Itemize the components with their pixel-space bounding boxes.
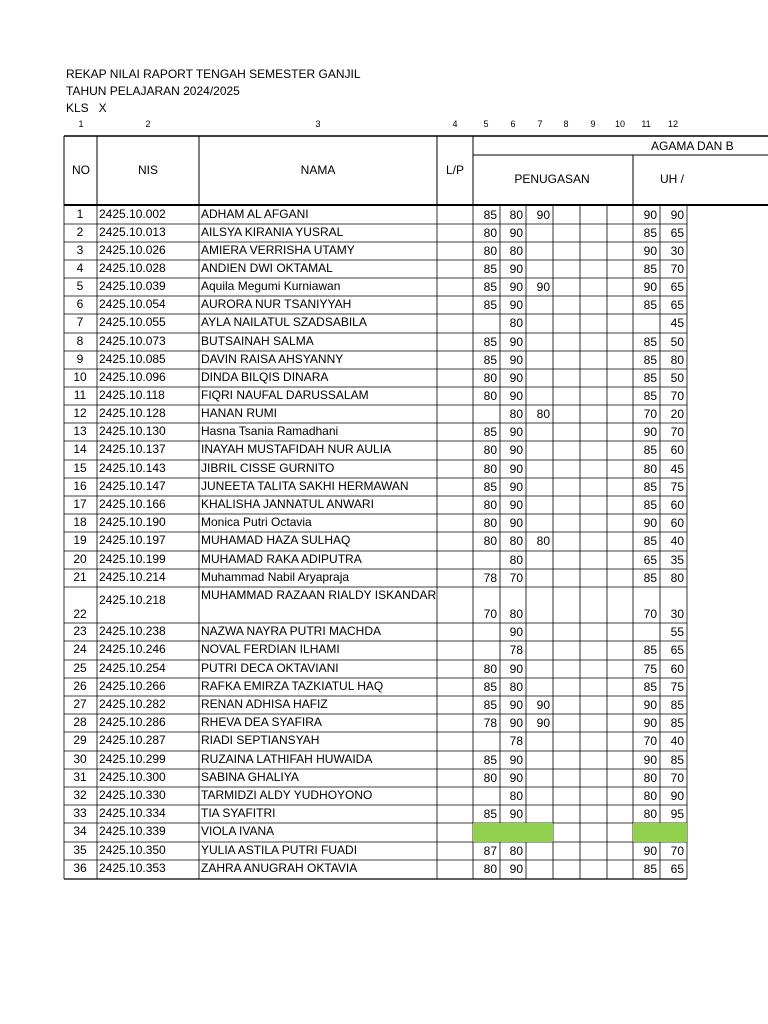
row-number: 22 [73,607,87,621]
score-u1: 90 [643,280,657,294]
score-u2: 85 [670,698,684,712]
student-name: JUNEETA TALITA SAKHI HERMAWAN [201,479,409,493]
student-name: TIA SYAFITRI [201,806,276,820]
score-p3: 80 [536,534,550,548]
score-p2: 90 [509,698,523,712]
student-name: MUHAMMAD RAZAAN RIALDY ISKANDAR [201,588,437,602]
student-name: Aquila Megumi Kurniawan [201,279,341,293]
column-number: 11 [641,119,651,129]
row-number: 16 [73,479,87,493]
row-number: 2 [76,225,84,239]
score-u1: 70 [643,407,657,421]
row-number: 17 [73,497,87,511]
student-nis: 2425.10.054 [99,297,166,311]
student-nis: 2425.10.128 [99,406,166,420]
score-p2: 90 [509,807,523,821]
score-u2: 75 [670,480,684,494]
score-p2: 90 [509,298,523,312]
student-nis: 2425.10.166 [99,497,166,511]
student-name: RUZAINA LATHIFAH HUWAIDA [201,752,373,766]
row-number: 29 [73,733,87,747]
score-u1: 90 [643,208,657,222]
score-u1: 85 [643,371,657,385]
student-nis: 2425.10.330 [99,788,166,802]
score-p2: 80 [509,316,523,330]
student-name: HANAN RUMI [201,406,278,420]
student-nis: 2425.10.002 [99,207,166,221]
column-number: 3 [315,119,321,129]
column-number: 7 [537,119,543,129]
score-p1: 85 [483,807,497,821]
score-u1: 90 [643,844,657,858]
student-name: Monica Putri Octavia [201,515,312,529]
score-p1: 85 [483,698,497,712]
score-p1: 87 [483,844,497,858]
row-number: 8 [76,334,84,348]
student-nis: 2425.10.286 [99,715,166,729]
score-u2: 75 [670,680,684,694]
score-u2: 70 [670,389,684,403]
row-number: 6 [76,297,84,311]
score-p2: 80 [509,553,523,567]
score-p2: 90 [509,226,523,240]
score-p2: 80 [509,244,523,258]
column-number: 2 [145,119,151,129]
student-name: SABINA GHALIYA [201,770,299,784]
student-name: AMIERA VERRISHA UTAMY [201,243,355,257]
score-p3: 90 [536,716,550,730]
column-number: 12 [667,119,679,129]
score-p1: 80 [483,516,497,530]
score-p2: 90 [509,753,523,767]
column-number: 10 [614,119,626,129]
score-p1: 70 [483,607,497,621]
score-u1: 90 [643,516,657,530]
score-p1: 78 [483,571,497,585]
score-u2: 35 [670,553,684,567]
student-name: Hasna Tsania Ramadhani [201,424,339,438]
score-u2: 40 [670,534,684,548]
score-p1: 80 [483,771,497,785]
score-p2: 70 [509,571,523,585]
score-p1: 78 [483,716,497,730]
score-p1: 80 [483,498,497,512]
student-name: NAZWA NAYRA PUTRI MACHDA [201,624,382,638]
score-p2: 90 [509,716,523,730]
student-name: ANDIEN DWI OKTAMAL [201,261,333,275]
score-u2: 65 [670,862,684,876]
score-p2: 90 [509,371,523,385]
student-name: NOVAL FERDIAN ILHAMI [201,642,340,656]
score-p1: 85 [483,335,497,349]
score-p1: 85 [483,353,497,367]
student-name: TARMIDZI ALDY YUDHOYONO [201,788,373,802]
student-name: KHALISHA JANNATUL ANWARI [201,497,374,511]
score-u1: 70 [643,607,657,621]
row-number: 23 [73,624,87,638]
student-nis: 2425.10.339 [99,824,166,838]
student-nis: 2425.10.147 [99,479,166,493]
score-u1: 85 [643,643,657,657]
student-name: DINDA BILQIS DINARA [201,370,329,384]
student-name: MUHAMAD RAKA ADIPUTRA [201,552,362,566]
student-nis: 2425.10.085 [99,352,166,366]
score-u1: 85 [643,389,657,403]
student-name: BUTSAINAH SALMA [201,334,314,348]
student-nis: 2425.10.013 [99,225,166,239]
row-number: 15 [73,461,87,475]
student-nis: 2425.10.334 [99,806,166,820]
score-p2: 90 [509,425,523,439]
score-p2: 80 [509,680,523,694]
student-nis: 2425.10.118 [99,388,165,402]
row-number: 3 [76,243,84,257]
score-u2: 50 [670,371,684,385]
score-p2: 80 [509,607,523,621]
student-nis: 2425.10.143 [99,461,166,475]
score-p2: 80 [509,844,523,858]
score-u2: 55 [670,625,684,639]
student-nis: 2425.10.300 [99,770,166,784]
column-number: 5 [483,119,489,129]
score-u2: 70 [670,844,684,858]
row-number: 7 [76,315,84,329]
row-number: 32 [73,788,87,802]
row-number: 5 [76,279,84,293]
score-p2: 80 [509,534,523,548]
score-u1: 85 [643,571,657,585]
student-name: YULIA ASTILA PUTRI FUADI [201,843,358,857]
score-p2: 90 [509,389,523,403]
score-p1: 85 [483,208,497,222]
score-p1: 85 [483,298,497,312]
score-u2: 65 [670,643,684,657]
student-name: FIQRI NAUFAL DARUSSALAM [201,388,369,402]
student-nis: 2425.10.246 [99,642,166,656]
header-uh: UH / [660,172,684,186]
score-p1: 80 [483,443,497,457]
row-number: 10 [73,370,87,384]
score-u1: 85 [643,226,657,240]
highlighted-cell [473,823,553,842]
column-number: 9 [590,119,596,129]
score-u2: 50 [670,335,684,349]
student-name: RHEVA DEA SYAFIRA [201,715,322,729]
score-u1: 90 [643,698,657,712]
score-p2: 90 [509,625,523,639]
score-u2: 60 [670,662,684,676]
score-u2: 60 [670,498,684,512]
class-label: KLS X [66,101,107,115]
score-p3: 90 [536,698,550,712]
score-u2: 95 [670,807,684,821]
student-name: JIBRIL CISSE GURNITO [201,461,335,475]
column-number: 4 [452,119,458,129]
row-number: 12 [73,406,87,420]
score-u2: 70 [670,262,684,276]
score-u1: 80 [643,462,657,476]
score-u2: 30 [670,607,684,621]
student-nis: 2425.10.353 [99,861,166,875]
row-number: 21 [73,570,87,584]
score-p2: 90 [509,335,523,349]
score-p1: 85 [483,680,497,694]
score-u2: 85 [670,753,684,767]
score-u2: 70 [670,425,684,439]
academic-year: TAHUN PELAJARAN 2024/2025 [66,84,240,98]
student-name: MUHAMAD HAZA SULHAQ [201,533,351,547]
row-number: 24 [73,642,87,656]
score-p2: 80 [509,789,523,803]
score-p2: 80 [509,208,523,222]
score-p2: 90 [509,353,523,367]
score-p3: 90 [536,208,550,222]
student-nis: 2425.10.299 [99,752,166,766]
student-nis: 2425.10.254 [99,661,166,675]
score-p2: 90 [509,862,523,876]
row-number: 25 [73,661,87,675]
row-number: 34 [73,824,87,838]
row-number: 33 [73,806,87,820]
row-number: 1 [76,207,84,221]
score-p1: 80 [483,226,497,240]
score-u1: 85 [643,680,657,694]
score-u1: 90 [643,716,657,730]
student-nis: 2425.10.287 [99,733,166,747]
score-u1: 90 [643,244,657,258]
header-nama: NAMA [300,163,336,177]
column-number: 1 [78,119,84,129]
score-p1: 80 [483,244,497,258]
score-p2: 90 [509,516,523,530]
student-nis: 2425.10.199 [99,552,166,566]
score-p2: 90 [509,498,523,512]
student-nis: 2425.10.055 [99,315,166,329]
row-number: 30 [73,752,87,766]
score-p2: 90 [509,771,523,785]
score-p2: 78 [509,643,523,657]
score-u1: 70 [643,734,657,748]
score-u2: 40 [670,734,684,748]
header-nis: NIS [137,163,159,177]
row-number: 36 [73,861,87,875]
highlighted-cell [633,823,687,842]
student-nis: 2425.10.137 [99,442,166,456]
student-name: RIADI SEPTIANSYAH [201,733,320,747]
score-p1: 80 [483,534,497,548]
score-u1: 75 [643,662,657,676]
row-number: 20 [73,552,87,566]
student-name: Muhammad Nabil Aryapraja [201,570,350,584]
score-p2: 90 [509,662,523,676]
score-p2: 90 [509,262,523,276]
score-u1: 80 [643,807,657,821]
score-u2: 80 [670,353,684,367]
student-nis: 2425.10.218 [99,593,166,607]
score-p1: 80 [483,862,497,876]
score-u1: 85 [643,480,657,494]
score-p2: 80 [509,407,523,421]
score-p1: 80 [483,662,497,676]
score-u2: 30 [670,244,684,258]
score-p3: 90 [536,280,550,294]
score-p2: 90 [509,462,523,476]
score-u2: 85 [670,716,684,730]
student-name: AYLA NAILATUL SZADSABILA [201,315,367,329]
score-p1: 85 [483,753,497,767]
student-nis: 2425.10.130 [99,424,166,438]
row-number: 28 [73,715,87,729]
student-nis: 2425.10.266 [99,679,166,693]
score-u1: 85 [643,534,657,548]
student-nis: 2425.10.190 [99,515,166,529]
student-name: VIOLA IVANA [201,824,275,838]
score-p1: 80 [483,389,497,403]
header-penugasan: PENUGASAN [514,172,590,186]
score-u2: 90 [670,208,684,222]
student-nis: 2425.10.096 [99,370,166,384]
score-u2: 60 [670,443,684,457]
student-name: RENAN ADHISA HAFIZ [201,697,328,711]
student-name: RAFKA EMIRZA TAZKIATUL HAQ [201,679,384,693]
row-number: 4 [76,261,84,275]
score-u2: 65 [670,280,684,294]
column-number: 8 [563,119,569,129]
row-number: 18 [73,515,87,529]
score-u2: 80 [670,571,684,585]
score-p1: 80 [483,462,497,476]
student-nis: 2425.10.028 [99,261,166,275]
row-number: 31 [73,770,87,784]
column-number: 6 [510,119,516,129]
student-nis: 2425.10.026 [99,243,166,257]
student-nis: 2425.10.039 [99,279,166,293]
score-p2: 90 [509,280,523,294]
score-p1: 85 [483,480,497,494]
score-u2: 65 [670,298,684,312]
score-u2: 45 [670,316,684,330]
score-u2: 60 [670,516,684,530]
header-lp: L/P [445,163,465,177]
report-title: REKAP NILAI RAPORT TENGAH SEMESTER GANJIL [66,67,361,81]
student-name: AURORA NUR TSANIYYAH [201,297,352,311]
student-name: ZAHRA ANUGRAH OKTAVIA [201,861,358,875]
score-p1: 85 [483,280,497,294]
score-u1: 65 [643,553,657,567]
score-u1: 85 [643,353,657,367]
score-u1: 85 [643,262,657,276]
score-u2: 90 [670,789,684,803]
score-u1: 85 [643,298,657,312]
student-nis: 2425.10.282 [99,697,166,711]
score-u1: 85 [643,335,657,349]
score-u1: 90 [643,753,657,767]
row-number: 14 [73,442,87,456]
score-u2: 45 [670,462,684,476]
score-u2: 70 [670,771,684,785]
student-nis: 2425.10.238 [99,624,166,638]
student-name: DAVIN RAISA AHSYANNY [201,352,344,366]
score-p2: 90 [509,443,523,457]
score-p3: 80 [536,407,550,421]
header-no: NO [72,163,90,177]
score-u1: 80 [643,789,657,803]
score-p1: 80 [483,371,497,385]
student-nis: 2425.10.214 [99,570,166,584]
score-u1: 85 [643,862,657,876]
score-p2: 78 [509,734,523,748]
student-nis: 2425.10.350 [99,843,166,857]
row-number: 9 [76,352,84,366]
score-u1: 85 [643,443,657,457]
row-number: 19 [73,533,87,547]
score-u1: 80 [643,771,657,785]
row-number: 26 [73,679,87,693]
score-p2: 90 [509,480,523,494]
header-subject: AGAMA DAN B [651,139,734,153]
row-number: 35 [73,843,87,857]
score-u1: 90 [643,425,657,439]
score-u2: 20 [670,407,684,421]
student-name: INAYAH MUSTAFIDAH NUR AULIA [201,442,392,456]
score-p1: 85 [483,262,497,276]
student-name: PUTRI DECA OKTAVIANI [201,661,339,675]
student-name: AILSYA KIRANIA YUSRAL [201,225,344,239]
score-u2: 65 [670,226,684,240]
student-nis: 2425.10.197 [99,533,166,547]
score-u1: 85 [643,498,657,512]
score-p1: 85 [483,425,497,439]
row-number: 11 [73,388,87,402]
row-number: 27 [73,697,87,711]
student-nis: 2425.10.073 [99,334,166,348]
row-number: 13 [73,424,87,438]
student-name: ADHAM AL AFGANI [201,207,309,221]
